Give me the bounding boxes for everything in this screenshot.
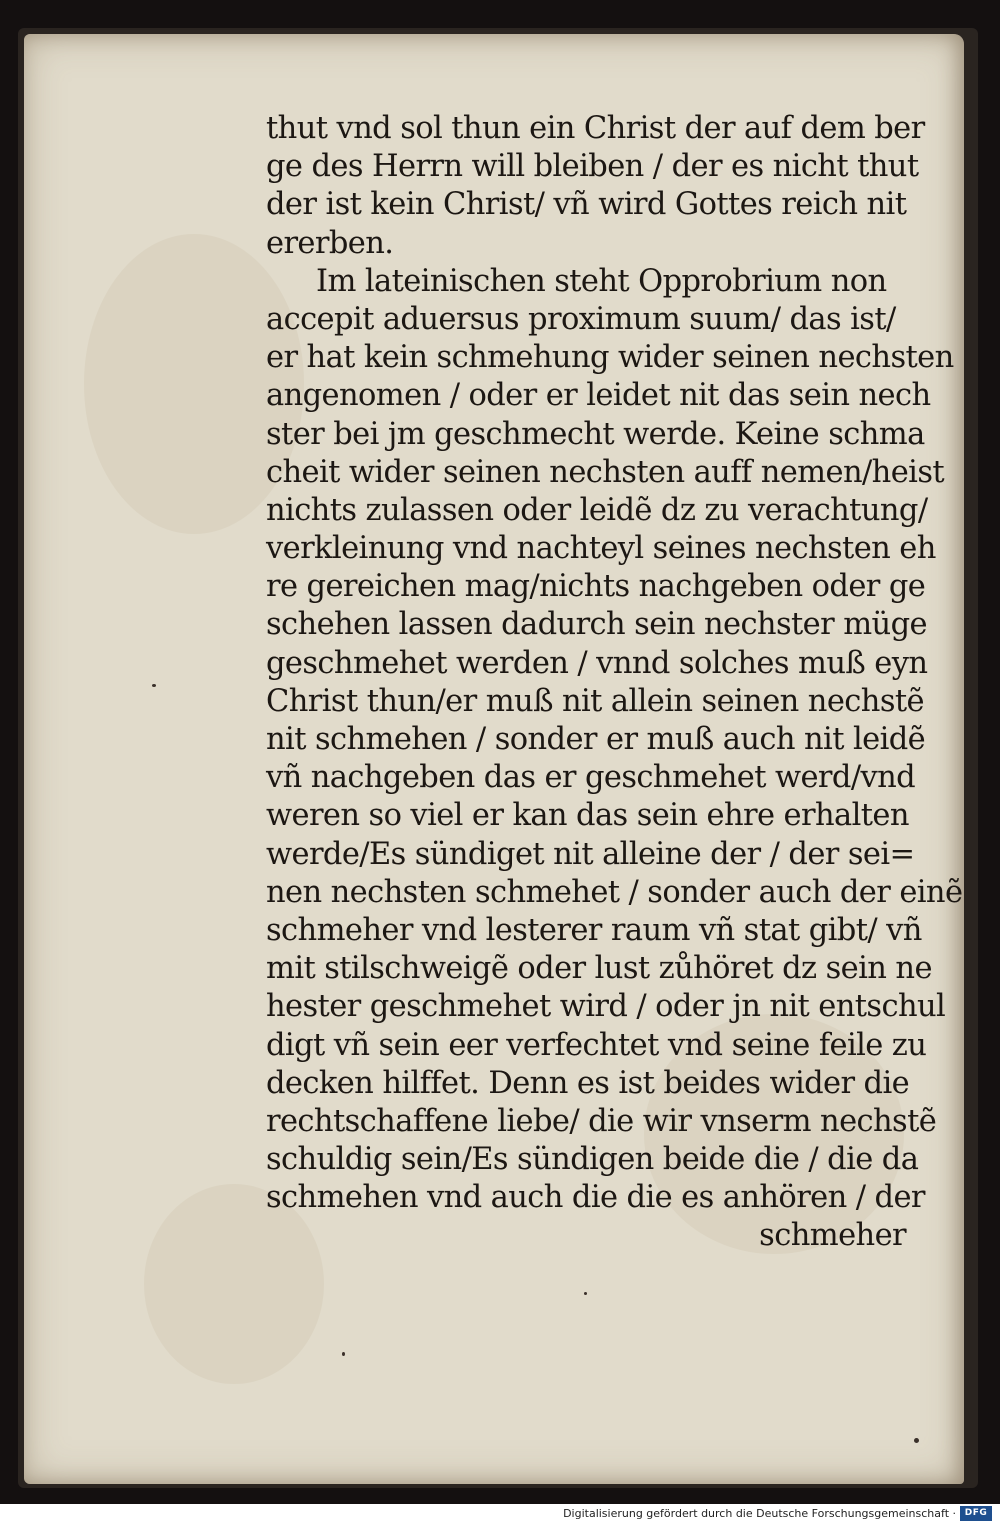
footer-bar xyxy=(0,1504,1000,1524)
text-line-23: mit stilschweigẽ oder lust zůhöret dz sein ne xyxy=(266,951,932,987)
text-line-5: Im lateinischen steht Opprobrium non xyxy=(316,263,887,299)
text-line-25: digt vñ sein eer verfechtet vnd seine feile zu xyxy=(266,1027,927,1063)
text-line-2: ge des Herrn will bleiben / der es nicht thut xyxy=(266,149,919,185)
text-line-13: re gereichen mag/nichts nachgeben oder ge xyxy=(266,569,926,605)
text-line-17: nit schmehen / sonder er muß auch nit leidẽ xyxy=(266,722,926,757)
text-line-26: decken hilffet. Denn es ist beides wider die xyxy=(266,1065,910,1101)
text-line-22: schmeher vnd lesterer raum vñ stat gibt/ vñ xyxy=(266,912,922,948)
text-line-10: cheit wider seinen nechsten auff nemen/heist xyxy=(266,454,945,490)
text-line-7: er hat kein schmehung wider seinen nechsten xyxy=(266,340,954,376)
funding-credit: Digitalisierung gefördert durch die Deutsche Forschungsgemeinschaft · xyxy=(563,1507,956,1520)
text-line-24: hester geschmehet wird / oder jn nit entschul xyxy=(266,989,946,1025)
text-line-15: geschmehet werden / vnnd solches muß eyn xyxy=(266,645,928,681)
text-line-16: Christ thun/er muß nit allein seinen nechstẽ xyxy=(266,683,924,719)
text-line-12: verkleinung vnd nachteyl seines nechsten eh xyxy=(266,531,936,567)
text-line-8: angenomen / oder er leidet nit das sein nech xyxy=(266,378,931,414)
text-line-20: werde/Es sündiget nit alleine der / der sei= xyxy=(266,836,915,872)
text-line-21: nen nechsten schmehet / sonder auch der einẽ xyxy=(266,874,963,910)
text-line-4: ererben. xyxy=(266,225,394,261)
text-line-19: weren so viel er kan das sein ehre erhalten xyxy=(266,798,909,834)
catchword: schmeher xyxy=(759,1218,906,1254)
text-line-3: der ist kein Christ/ vñ wird Gottes reich nit xyxy=(266,187,907,223)
text-line-28: schuldig sein/Es sündigen beide die / die da xyxy=(266,1142,919,1178)
text-line-27: rechtschaffene liebe/ die wir vnserm nechstẽ xyxy=(266,1103,937,1139)
dfg-logo: DFG xyxy=(960,1506,992,1521)
text-line-14: schehen lassen dadurch sein nechster müge xyxy=(266,607,927,643)
text-line-11: nichts zulassen oder leidẽ dz zu verachtung/ xyxy=(266,492,928,528)
text-line-18: vñ nachgeben das er geschmehet werd/vnd xyxy=(266,760,916,796)
text-line-6: accepit aduersus proximum suum/ das ist/ xyxy=(266,301,896,337)
text-line-9: ster bei jm geschmecht werde. Keine schma xyxy=(266,416,925,452)
text-line-1: thut vnd sol thun ein Christ der auf dem ber xyxy=(266,111,925,146)
text-block xyxy=(266,110,963,1256)
text-line-29: schmehen vnd auch die die es anhören / der xyxy=(266,1180,925,1216)
